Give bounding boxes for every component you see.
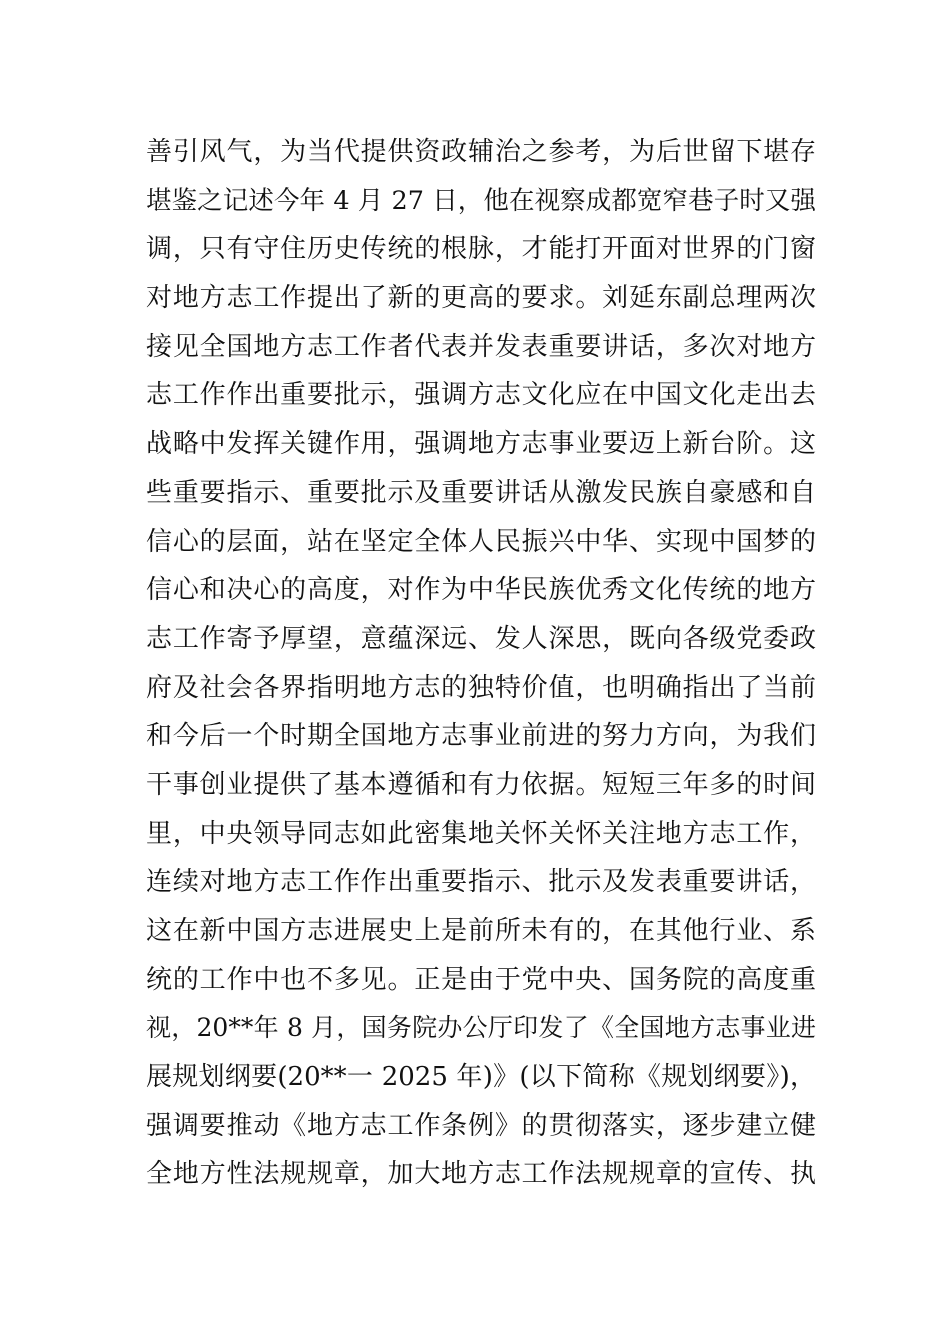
text-line-11: 志工作寄予厚望，意蕴深远、发人深思，既向各级党委政 [146,623,816,654]
text-line-9: 信心的层面，站在坚定全体人民振兴中华、实现中国梦的 [146,526,816,557]
text-line-10: 信心和决心的高度，对作为中华民族优秀文化传统的地方 [146,575,816,606]
text-line-12: 府及社会各界指明地方志的独特价值，也明确指出了当前 [146,672,816,703]
text-line-22: 全地方性法规规章，加大地方志工作法规规章的宣传、执 [146,1159,816,1190]
text-line-21: 强调要推动《地方志工作条例》的贯彻落实，逐步建立健 [146,1110,816,1141]
text-line-18: 统的工作中也不多见。正是由于党中央、国务院的高度重 [146,964,816,995]
text-line-14: 干事创业提供了基本遵循和有力依据。短短三年多的时间 [146,769,816,800]
text-line-13: 和今后一个时期全国地方志事业前进的努力方向，为我们 [146,721,816,752]
text-line-8: 些重要指示、重要批示及重要讲话从激发民族自豪感和自 [146,477,816,508]
text-line-5: 接见全国地方志工作者代表并发表重要讲话，多次对地方 [146,331,816,362]
text-line-4: 对地方志工作提出了新的更高的要求。刘延东副总理两次 [146,283,816,314]
text-line-15: 里，中央领导同志如此密集地关怀关怀关注地方志工作， [146,818,816,849]
text-line-1: 善引风气，为当代提供资政辅治之参考，为后世留下堪存 [146,137,816,167]
text-line-3: 调，只有守住历史传统的根脉，才能打开面对世界的门窗 [146,234,816,265]
text-line-6: 志工作作出重要批示，强调方志文化应在中国文化走出去 [146,380,816,411]
text-line-17: 这在新中国方志进展史上是前所未有的，在其他行业、系 [146,916,816,946]
text-line-16: 连续对地方志工作作出重要指示、批示及发表重要讲话， [146,867,816,898]
text-line-20: 展规划纲要(20**一 2025 年)》(以下简称《规划纲要》)， [146,1062,816,1093]
text-line-7: 战略中发挥关键作用，强调地方志事业要迈上新台阶。这 [146,429,816,460]
text-line-19: 视，20**年 8 月，国务院办公厅印发了《全国地方志事业进 [146,1013,816,1043]
text-line-2: 堪鉴之记述今年 4 月 27 日，他在视察成都宽窄巷子时又强 [146,185,816,216]
body-text [146,128,816,1199]
